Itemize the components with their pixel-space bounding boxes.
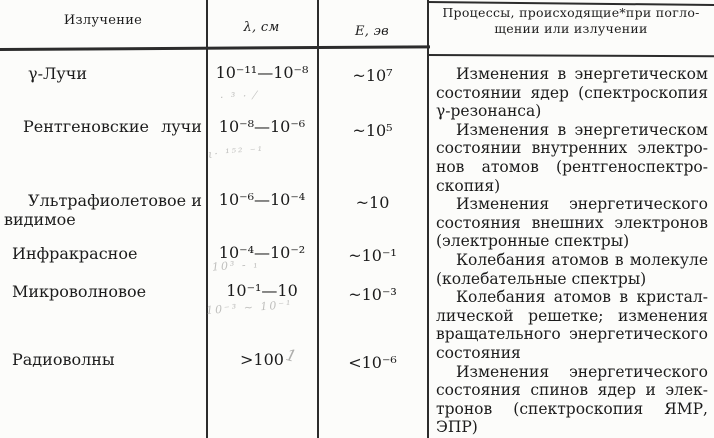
energy-value: ~10 [355, 193, 390, 212]
process-description: Изменения в энергетическом состоянии ядер (спектроскопия γ-резонанса) [436, 65, 708, 121]
header-energy: E, эв [354, 24, 390, 39]
header-processes-line2: щении или излучении [494, 21, 648, 36]
header-processes-line1: Процессы, происходящие*при погло- [442, 5, 700, 20]
header-wavelength: λ, см [243, 20, 280, 35]
radiation-name: Ультрафиолетовое и видимое [4, 191, 202, 229]
wavelength-value: 10⁻¹¹—10⁻⁸ [215, 63, 309, 82]
processes-column [436, 65, 708, 437]
pencil-annotation: 10³ ‐ ₁ [211, 257, 260, 274]
energy-value: ~10⁵ [352, 121, 393, 140]
wavelength-value: 10⁻¹—10 [226, 281, 298, 300]
pencil-annotation: ι· ¹⁵² ⁻¹ [207, 144, 265, 161]
header-processes [432, 5, 710, 37]
radiation-name: Радиоволны [12, 350, 115, 369]
process-description: Изменения энергетического состояния внешних электронов (электронные спектры) [436, 195, 708, 251]
energy-value: ~10⁻¹ [348, 246, 397, 265]
pencil-annotation: 10⁻³ ~ 10⁻¹ [205, 297, 293, 318]
process-description: Колебания атомов в кристаллической решетке; изменения вращательного энергетического состояния [436, 288, 708, 362]
column-divider-3 [427, 0, 429, 438]
header-separator-left [0, 45, 430, 51]
wavelength-value: >100 [240, 350, 284, 369]
energy-value: ~10⁻³ [348, 285, 397, 304]
wavelength-value: 10⁻⁸—10⁻⁶ [218, 117, 306, 136]
radiation-name: Рентгеновские лучи [23, 117, 202, 136]
header-separator-right [427, 54, 714, 57]
pencil-annotation: · ³ · ⁄ [219, 88, 259, 105]
process-description: Изменения энергетического состояния спинов ядер и электронов (спектроскопия ЯМР, ЭПР) [436, 362, 708, 437]
wavelength-value: 10⁻⁴—10⁻² [218, 243, 306, 262]
pencil-annotation: 1 [283, 345, 299, 366]
energy-value: <10⁻⁶ [348, 353, 397, 372]
radiation-name: γ-Лучи [28, 64, 87, 83]
radiation-name: Инфракрасное [12, 244, 138, 263]
radiation-name: Микроволновое [12, 282, 147, 301]
process-description: Изменения в энергетическом состоянии внутренних электронов атомов (рентгеноспектроскопия) [436, 120, 708, 195]
header-radiation: Излучение [63, 13, 143, 28]
process-description: Колебания атомов в молекуле (колебательные спектры) [436, 250, 708, 288]
energy-value: ~10⁷ [352, 66, 393, 85]
wavelength-value: 10⁻⁶—10⁻⁴ [218, 190, 306, 209]
